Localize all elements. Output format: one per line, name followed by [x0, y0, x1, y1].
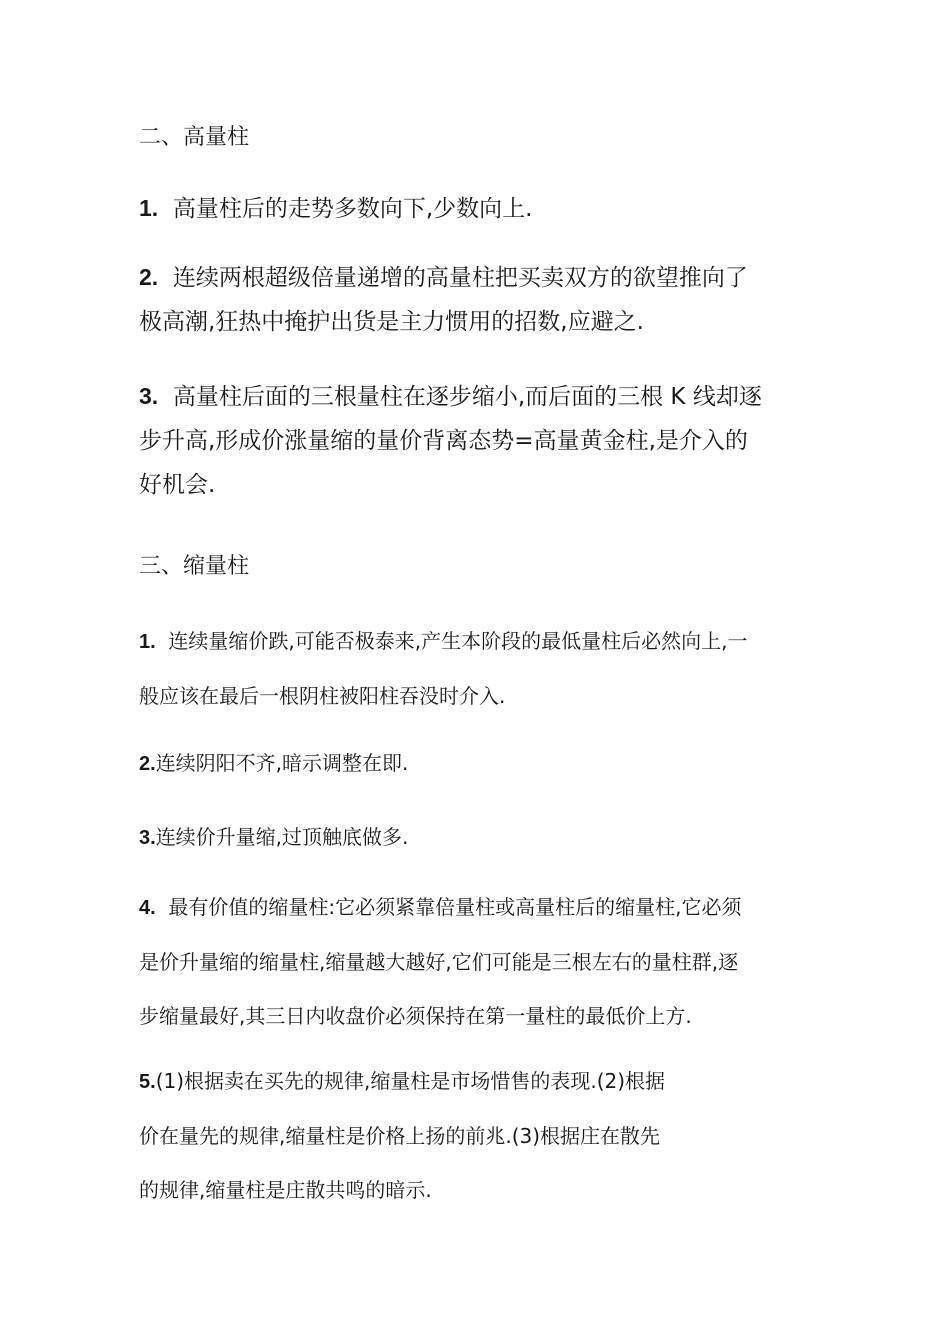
list-item-number: 3. [139, 383, 159, 409]
list-item [139, 255, 819, 344]
list-item-line: 是价升量缩的缩量柱,缩量越大越好,它们可能是三根左右的量柱群,逐 [139, 950, 739, 974]
list-item-text: 高量柱后的走势多数向下,少数向上. [172, 196, 533, 222]
list-item-line [139, 736, 819, 791]
list-item-number: 5. [139, 1071, 156, 1093]
list-item-number: 3. [139, 827, 156, 849]
list-item-number: 4. [139, 897, 156, 919]
list-item-number: 1. [139, 195, 159, 221]
list-item [139, 374, 819, 507]
list-item-text: 高量柱后面的三根量柱在逐步缩小,而后面的三根 K 线却逐 [172, 384, 762, 410]
list-item-line: 般应该在最后一根阴柱被阳柱吞没时介入. [139, 684, 506, 708]
section-heading-high-volume [139, 120, 819, 151]
list-item-text: (1)根据卖在买先的规律,缩量柱是市场惜售的表现.(2)根据 [155, 1069, 666, 1093]
list-item [139, 810, 819, 865]
list-item-text: 最有价值的缩量柱:它必须紧靠倍量柱或高量柱后的缩量柱,它必须 [168, 895, 742, 919]
list-item [139, 1054, 819, 1217]
list-item-line [139, 1054, 819, 1109]
list-item-number: 2. [139, 753, 156, 775]
section-heading-text: 三、缩量柱 [139, 554, 250, 579]
list-item-line: 极高潮,狂热中掩护出货是主力惯用的招数,应避之. [139, 309, 644, 335]
list-item [139, 614, 819, 723]
list-item-text: 连续两根超级倍量递增的高量柱把买卖双方的欲望推向了 [172, 265, 748, 291]
list-item-line [139, 614, 819, 669]
list-item-text: 连续阴阳不齐,暗示调整在即. [155, 751, 409, 775]
list-item-line: 价在量先的规律,缩量柱是价格上扬的前兆.(3)根据庄在散先 [139, 1124, 661, 1148]
list-item-number: 2. [139, 264, 159, 290]
list-item-line [139, 810, 819, 865]
list-item-line [139, 255, 819, 300]
list-item [139, 736, 819, 791]
section-heading-low-volume [139, 549, 819, 580]
section-heading-text: 二、高量柱 [139, 125, 250, 150]
list-item-line: 步升高,形成价涨量缩的量价背离态势=高量黄金柱,是介入的 [139, 428, 748, 454]
list-item-line [139, 186, 819, 231]
list-item-line: 步缩量最好,其三日内收盘价必须保持在第一量柱的最低价上方. [139, 1004, 692, 1028]
list-item-number: 1. [139, 631, 156, 653]
list-item-line [139, 880, 819, 935]
list-item-text: 连续量缩价跌,可能否极泰来,产生本阶段的最低量柱后必然向上,一 [168, 629, 748, 653]
list-item [139, 186, 819, 231]
list-item-line: 好机会. [139, 472, 216, 498]
list-item [139, 880, 819, 1043]
list-item-line: 的规律,缩量柱是庄散共鸣的暗示. [139, 1178, 432, 1202]
list-item-text: 连续价升量缩,过顶触底做多. [155, 825, 409, 849]
list-item-line [139, 374, 819, 419]
